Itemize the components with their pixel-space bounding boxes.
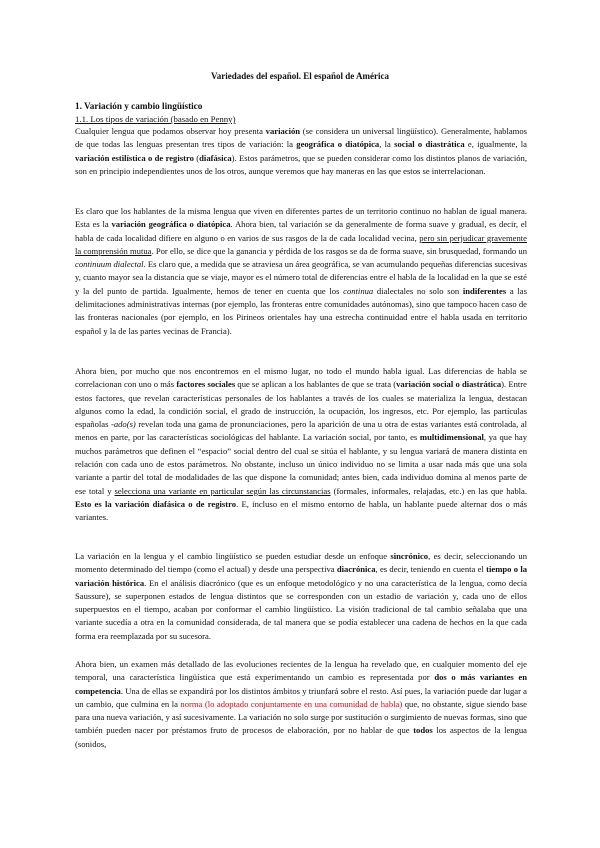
bold-term: dos o más variantes en competencia <box>75 672 527 696</box>
text-run: que se aplican a los hablantes de que se trata ( <box>235 379 397 390</box>
paragraph-4 <box>75 550 527 643</box>
text-run: ). Estos parámetros, que se pueden considerar como los distintos planos de variación, son en principio independientes unos de los otros, aunque veremos que hay maneras en las que estos se interrelacionan. <box>75 152 527 176</box>
bold-term: multidimensional <box>419 432 484 443</box>
bold-term: variación <box>265 126 301 136</box>
text-run: , es decir, seleccionando un momento determinado del tiempo (como el actual) y desde una perspectiva <box>75 551 528 575</box>
text-run: , es decir, teniendo en cuenta el <box>375 564 487 575</box>
paragraph-1 <box>75 125 527 178</box>
italic-term: continuum dialectal <box>75 259 144 270</box>
bold-term: indiferentes <box>462 285 507 296</box>
text-run: Ahora bien, un examen más detallado de las evoluciones recientes de la lengua ha revelado que, en cualquier momento del eje temporal, una característica lingüística que está experimentando un cambio es representada por <box>75 659 527 683</box>
underlined-text: pero sin perjudicar gravemente la comprensión mutua <box>75 232 527 256</box>
text-run: . Por ello, se dice que la ganancia y pérdida de los rasgos se da de forma suave, sin brusquedad, formando un <box>151 245 528 256</box>
subsection-heading: 1.1. Los tipos de variación (basado en Penny) <box>75 114 236 124</box>
section-heading: 1. Variación y cambio lingüístico <box>75 101 203 111</box>
text-run: revelan toda una gama de pronunciaciones, pero la aparición de una u otra de estas variantes está controlada, al menos en parte, por las características sociológicas del hablante. La variación social, por tanto, es <box>75 419 527 443</box>
paragraph-3 <box>75 365 527 525</box>
text-run: . E, incluso en el mismo entorno de habla, un hablante puede alternar dos o más variantes. <box>75 498 527 523</box>
text-run: Cualquier lengua que podamos observar hoy presenta <box>75 126 266 136</box>
italic-term: continua <box>343 285 374 296</box>
paragraph-2 <box>75 205 527 338</box>
italic-term: ado(s) <box>113 419 136 430</box>
paragraph-5 <box>75 658 527 751</box>
bold-term: diacrónica <box>336 564 376 575</box>
document-title: Variedades del español. El español de América <box>211 71 389 81</box>
highlighted-definition: norma (lo adoptado conjuntamente en una comunidad de habla) <box>180 698 403 709</box>
text-run: (formales, informales, relajadas, etc.) en las que habla. <box>330 485 527 496</box>
bold-term: todos <box>413 725 433 736</box>
text-run: ( <box>193 152 200 163</box>
bold-term: diafásica <box>199 152 232 163</box>
text-run: . En el análisis diacrónico (que es un enfoque metodológico y no una característica de la lengua, como decía Saussure), se superponen estados de lengua distintos que se corresponden con un estadio de variación y, cada uno de ellos superpuestos en el tiempo, acaban por conformar el cambio lingüístico. La visión tradicional de tal cambio señalaba que una variante sucedía a otra en la comunidad considerada, de tal manera que se podía establecer una cadena de hechos en la que cada forma era reemplazada por su sucesora. <box>75 577 527 641</box>
underlined-text: selecciona una variante en particular según las circunstancias <box>114 485 331 496</box>
bold-term: geográfica o diatópica <box>296 139 380 150</box>
text-run: Es claro que los hablantes de la misma lengua que viven en diferentes partes de un territorio continuo no hablan de igual manera. Esta es la <box>75 206 527 230</box>
text-run: e, igualmente, la <box>464 139 527 150</box>
text-run: a las delimitaciones administrativas internas (por ejemplo, las fronteras entre comunidades autónomas), sino que tampoco hacen caso de las fronteras nacionales (por ejemplo, en los Pirineos orientales hay una estrecha continuidad entre el habla usada en territorio español y la de las partes vecinas de Francia). <box>75 285 527 336</box>
text-run: Ahora bien, por mucho que nos encontremos en el mismo lugar, no todo el mundo habla igual. Las diferencias de habla se correlacionan con uno o más <box>75 366 527 390</box>
text-run: (se considera un universal lingüístico). Generalmente, hablamos de que todas las lenguas presentan tres tipos de variación: la <box>75 126 527 150</box>
text-run: . Una de ellas se expandirá por los distintos ámbitos y triunfará sobre el resto. Así pues, la variación puede dar lugar a un cambio, que culmina en la <box>75 685 527 709</box>
text-run: , la <box>379 139 395 150</box>
text-run: que, no obstante, sigue siendo base para una nueva variación, y así sucesivamente. La variación no solo surge por sustitución o surgimiento de nuevas formas, sino que también pueden nacer por préstamos fruto de procesos de elaboración, por no hablar de que <box>75 698 527 736</box>
text-run: . Ahora bien, tal variación se da generalmente de forma suave y gradual, es decir, el habla de cada localidad difiere en alguno o en varios de sus rasgos de la de cada localidad vecina, <box>75 219 528 243</box>
text-run: los aspectos de la lengua (sonidos, <box>75 725 527 749</box>
bold-term: social o diastrática <box>394 139 465 150</box>
text-run: La variación en la lengua y el cambio lingüístico se pueden estudiar desde un enfoque <box>75 551 391 561</box>
bold-term: factores sociales <box>176 379 236 390</box>
bold-term: variación geográfica o diatópica <box>111 219 231 230</box>
text-run: dialectales no solo son <box>373 285 463 296</box>
bold-term: variación social o diastrática <box>396 379 502 390</box>
bold-term: tiempo o la variación histórica <box>75 564 528 588</box>
bold-term: sincrónico <box>390 551 429 561</box>
text-run: . Es claro que, a medida que se atraviesa un área geográfica, se van acumulando pequeñas diferencias sucesivas y, cuanto mayor sea la distancia que se viaje, mayor es el número total de diferencias entre el habla de la localidad en la que se esté y la del punto de partida. Igualmente, hemos de tener en cuenta que los <box>75 259 527 296</box>
bold-term: Esto es la variación diafásica o de registro <box>75 498 237 509</box>
text-run: ). Entre estos factores, que revelan características personales de los hablantes a través de los cuales se materializa la lengua, destacan algunos como la edad, la condición social, el grado de instrucción, la ocupación, los ingresos, etc. Por ejemplo, las partículas españolas - <box>75 379 527 430</box>
text-run: , ya que hay muchos parámetros que definen el “espacio” social dentro del cual se sitúa el hablante, y su lengua variará de manera distinta en relación con cada uno de estos parámetros. No obstante, incluso un único individuo no se limita a usar nada más que una sola variante a partir del total de modalidades de las que dispone la comunidad; antes bien, cada individuo domina al menos parte de ese total y <box>75 432 527 496</box>
bold-term: variación estilística o de registro <box>75 152 194 163</box>
